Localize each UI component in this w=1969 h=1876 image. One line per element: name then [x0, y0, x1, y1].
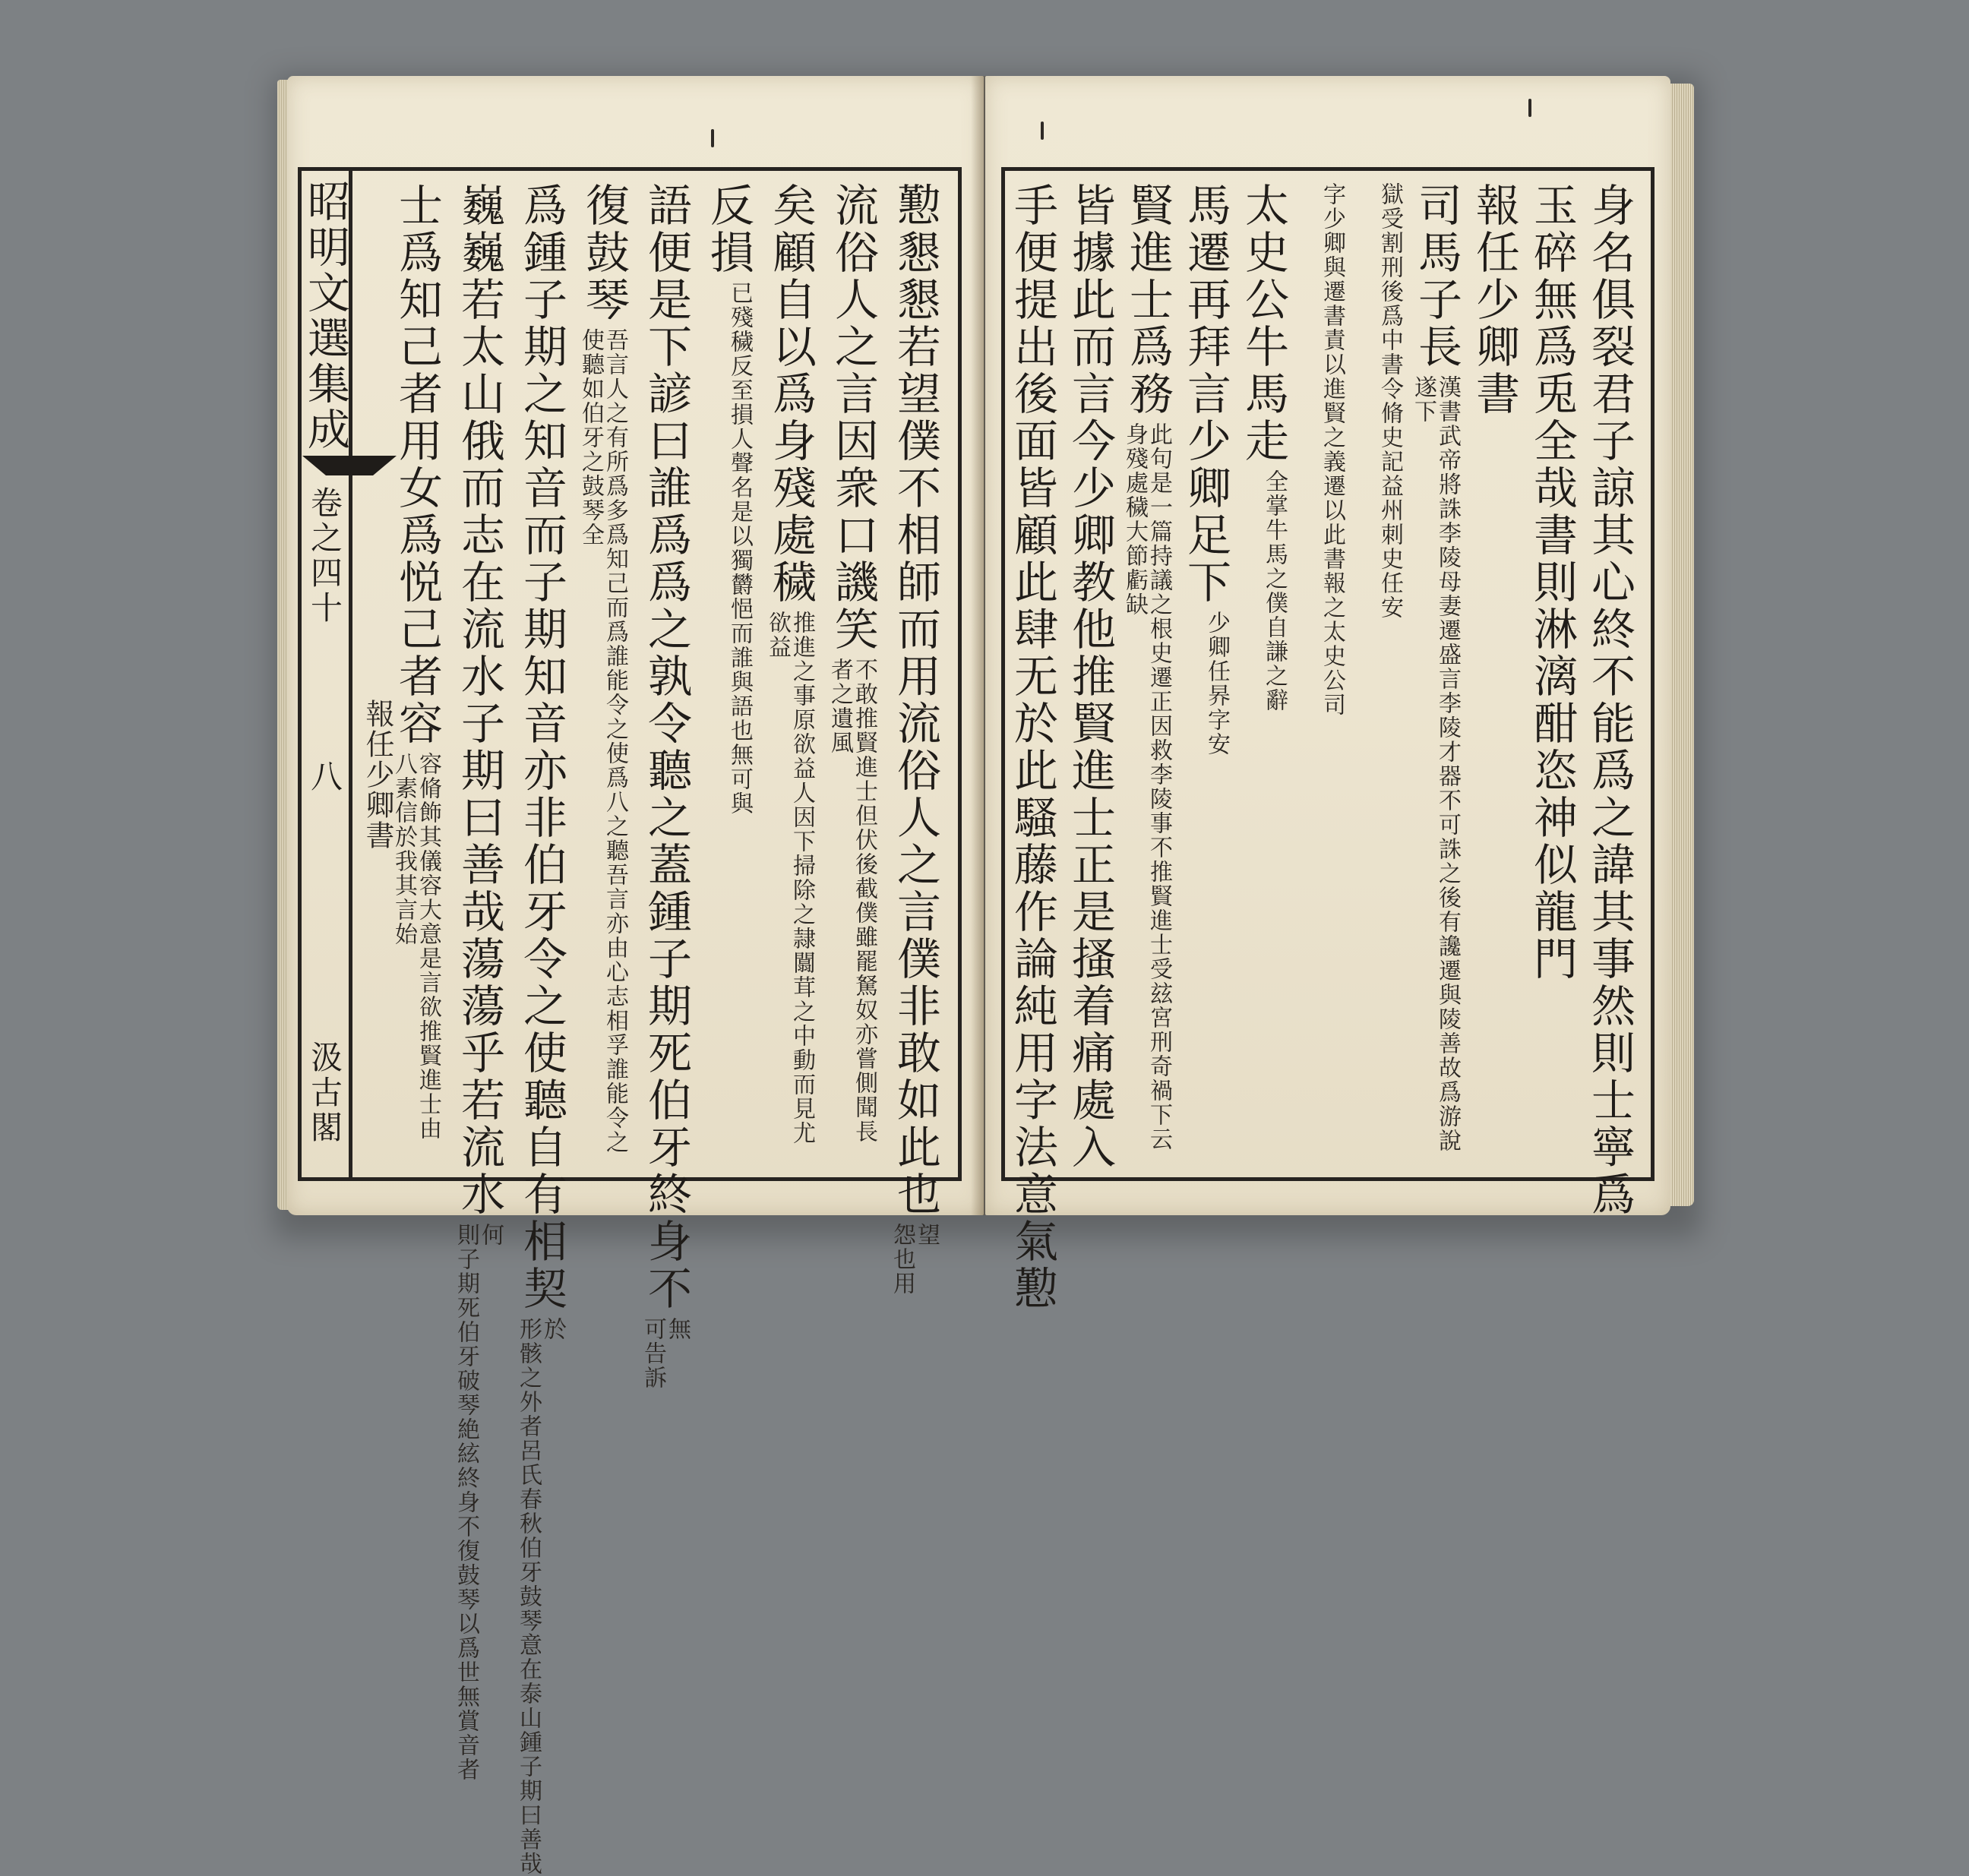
margin-tick [1528, 99, 1531, 117]
text-column-main: 巍巍若太山俄而志在流水子期曰善哉蕩蕩乎若流水 [454, 182, 505, 1218]
text-column-main: 皆據此而言今少卿教他推賢進士正是搔着痛處入 [1064, 182, 1116, 1171]
text-column-main: 太史公牛馬走 [1237, 182, 1289, 465]
commentary-note-continued: 可告訴 [640, 1317, 666, 1390]
text-column-main: 流俗人之言因衆口譏笑 [827, 182, 879, 653]
fishtail-mark [302, 456, 397, 475]
right-page-edges [1668, 84, 1694, 1206]
margin-tick [1041, 122, 1044, 140]
text-column-main: 士爲知己者用女爲悦己者容 [391, 182, 443, 747]
commentary-note: 容脩飾其儀容大意是言欲推賢進士由 [415, 752, 441, 1141]
commentary-note-continued: 遂下 [1410, 375, 1436, 424]
text-column-main: 報任少卿書 [1468, 182, 1520, 418]
commentary-note: 望 [913, 1223, 940, 1247]
commentary-note: 獄受割刑後爲中書令脩史記益州刺史任安 [1376, 182, 1403, 620]
volume-label: 卷之四十 [306, 486, 343, 626]
commentary-note: 吾言人之有所爲多爲知己而爲誰能令之使爲八之聽吾言亦由心志相孚誰能令之 [602, 328, 628, 1154]
commentary-note: 無 [664, 1317, 691, 1341]
text-column-main: 司馬子長 [1411, 182, 1462, 371]
commentary-note: 此句是一篇持議之根史遷正因救李陵事不推賢進士受玆宮刑奇禍下云 [1146, 422, 1172, 1151]
commentary-note-continued: 者之遺風 [826, 658, 853, 755]
text-column-main: 爲鍾子期之知音而子期知音亦非伯牙令之使聽自有相契 [516, 182, 567, 1312]
text-column-main: 語便是下諺曰誰爲爲之孰令聽之蓋鍾子期死伯牙終身不 [640, 182, 692, 1312]
commentary-note: 何 [477, 1223, 504, 1247]
commentary-note-continued: 使聽如伯牙之鼓琴全 [577, 328, 604, 547]
commentary-note: 已殘穢反至損人聲名是以獨欝悒而誰與語也無可與 [726, 281, 753, 816]
text-column-main: 手便提出後面皆顧此肆无於此騷藤作論純用字法意氣懃 [1007, 182, 1058, 1312]
text-column-main: 賢進士爲務 [1122, 182, 1174, 418]
text-column-main: 身名俱裂君子諒其心終不能爲之諱其事然則士寧爲 [1584, 182, 1636, 1218]
text-column-main: 玉碎無爲兎全哉書則淋漓酣恣神似龍門 [1526, 182, 1578, 983]
text-column-main: 矣顧自以爲身殘處穢 [765, 182, 817, 606]
publisher-mark: 汲古閣 [306, 1041, 343, 1145]
commentary-note-continued: 則子期死伯牙破琴絶絃終身不復鼓琴以爲世無賞音者 [453, 1223, 479, 1782]
left-page-edges [277, 80, 288, 1210]
text-column-main: 懃懇懇若望僕不相師而用流俗人之言僕非敢如此也 [890, 182, 941, 1218]
text-column-main: 反損 [703, 182, 754, 276]
book-title: 昭明文選集成 [301, 179, 350, 453]
commentary-note-continued: 形骸之外者呂氏春秋伯牙鼓琴意在泰山鍾子期曰善哉 [515, 1317, 542, 1876]
commentary-note: 少卿任昦字安 [1203, 611, 1230, 756]
leaf-number: 八 [306, 760, 343, 794]
commentary-note: 不敢推賢進士但伏後截僕雖罷駑奴亦嘗側聞長 [851, 658, 877, 1144]
article-label: 報任少卿書 [361, 699, 394, 851]
commentary-note-continued: 欲益 [764, 611, 791, 659]
commentary-note: 字少卿與遷書責以進賢之義遷以此書報之太史公司 [1319, 182, 1345, 717]
commentary-note-continued: 怨也用 [889, 1223, 915, 1296]
commentary-note: 全掌牛馬之僕自謙之辭 [1261, 469, 1288, 712]
commentary-note: 漢書武帝將誅李陵母妻遷盛言李陵才器不可誅之後有讒遷與陵善故爲游說 [1434, 375, 1461, 1153]
commentary-note: 推進之事原欲益人因下掃除之隷闒茸之中動而見尤 [789, 611, 815, 1145]
commentary-note: 於 [539, 1317, 566, 1341]
commentary-note-continued: 八素信於我其言始 [390, 752, 417, 946]
margin-tick [711, 129, 714, 147]
text-column-main: 馬遷再拜言少卿足下 [1180, 182, 1231, 606]
text-column-main: 復鼓琴 [578, 182, 630, 324]
commentary-note-continued: 身殘處穢大節虧缺 [1121, 422, 1148, 617]
